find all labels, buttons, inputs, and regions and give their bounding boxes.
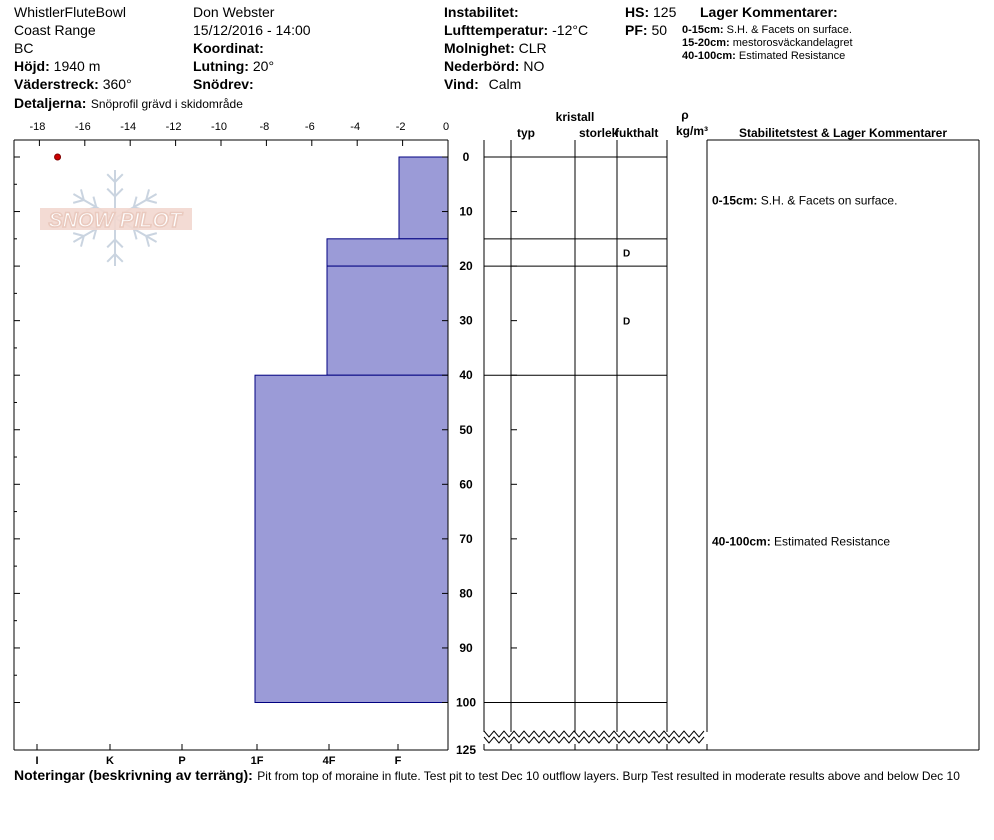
snowpilot-logo [40, 170, 192, 266]
depth-tick-label: 20 [459, 259, 473, 274]
observer: Don Webster [193, 4, 275, 20]
pf-value: 50 [651, 22, 668, 38]
snowflake-branch [146, 200, 157, 203]
datetime: 15/12/2016 - 14:00 [193, 22, 311, 38]
airtemp-value: -12°C [552, 22, 589, 38]
hardness-tick-label: 1F [250, 755, 264, 767]
details-value: Snöprofil grävd i skidområde [90, 97, 243, 111]
logo-text: SNOW PILOT [48, 209, 182, 232]
crystal-header: kristall [555, 110, 595, 124]
snowflake-branch [73, 233, 84, 236]
precip-label: Nederbörd: [444, 58, 520, 74]
snowflake-branch [115, 174, 123, 182]
airtemp-label: Lufttemperatur: [444, 22, 549, 38]
comment-range: 40-100cm: [712, 534, 771, 549]
depth-break-zigzag [484, 731, 704, 743]
mountain-range: Coast Range [14, 22, 96, 38]
snowflake-branch [115, 240, 123, 248]
temp-tick-label: -12 [165, 121, 182, 133]
hardness-tick-label: F [394, 755, 402, 767]
temp-tick-label: -8 [259, 121, 270, 133]
snowflake-branch [146, 233, 157, 236]
location-name: WhistlerFluteBowl [14, 4, 127, 20]
elevation-value: 1940 m [53, 58, 101, 74]
slope-label: Lutning: [193, 58, 249, 74]
depth-tick-label: 60 [459, 477, 473, 492]
type-header: typ [517, 126, 535, 140]
moisture-mark: D [623, 316, 631, 328]
snowflake-branch [115, 254, 123, 262]
sky-label: Molnighet: [444, 40, 515, 56]
snowflake-branch [73, 200, 84, 203]
depth-tick-label: 80 [459, 586, 473, 601]
snowflake-branch [107, 189, 115, 197]
aspect-label: Väderstreck: [14, 76, 99, 92]
layer-comment-range: 15-20cm: [682, 37, 730, 49]
layer-comment-text: S.H. & Facets on surface. [726, 24, 852, 36]
depth-tick-label: 10 [459, 204, 473, 219]
zigzag-line [484, 731, 704, 737]
depth-tick-label: 40 [459, 368, 473, 383]
temp-tick-label: -16 [74, 121, 91, 133]
temp-tick-label: -6 [304, 121, 315, 133]
layer-comment-text: Estimated Resistance [738, 50, 846, 62]
temp-tick-label: -10 [211, 121, 227, 133]
rho-header: ρ [681, 108, 689, 122]
moisture-header: fukthalt [615, 126, 659, 140]
aspect-value: 360° [102, 76, 132, 92]
snowflake-branch [107, 254, 115, 262]
sky-value: CLR [518, 40, 547, 56]
layer-comment-text: mestorosväckandelagret [732, 37, 853, 49]
comment-text: Estimated Resistance [770, 534, 891, 549]
depth-tick-label: 30 [459, 313, 473, 328]
temp-tick-label: -18 [29, 121, 46, 133]
temp-tick-label: -14 [120, 121, 137, 133]
density-unit-header: kg/m³ [675, 124, 709, 138]
moisture-mark: D [623, 248, 631, 260]
footer-notes [14, 766, 960, 785]
footer-text: Pit from top of moraine in flute. Test pit to test Dec 10 outflow layers. Burp Test resulted in moderate results above and below Dec 10 [257, 769, 960, 783]
depth-tick-label: 90 [459, 640, 473, 655]
comment-text: S.H. & Facets on surface. [757, 193, 898, 208]
layer-table [484, 140, 979, 750]
hardness-layer-bar [255, 375, 448, 702]
details-label: Detaljerna: [14, 95, 87, 111]
hardness-layer-bar [399, 157, 448, 239]
layer-comments-title: Lager Kommentarer: [700, 4, 838, 20]
depth-tick-label: 0 [462, 150, 470, 164]
zigzag-line [484, 737, 704, 743]
depth-tick-label: 50 [459, 422, 473, 437]
drift-label: Snödrev: [193, 76, 254, 92]
temp-tick-label: -2 [395, 121, 406, 133]
stability-comment [712, 194, 897, 208]
pf-label: PF: [625, 22, 648, 38]
temp-tick-label: -4 [350, 121, 361, 133]
wind-label: Vind: [444, 76, 479, 92]
depth-tick-label: 100 [455, 695, 477, 710]
wind-value: Calm [488, 76, 522, 92]
snowflake-branch [107, 174, 115, 182]
depth-tick-label: 70 [459, 531, 473, 546]
hardness-tick-label: P [178, 755, 186, 767]
snowflake-branch [107, 240, 115, 248]
elevation-label: Höjd: [14, 58, 50, 74]
hardness-tick-label: K [106, 755, 114, 767]
stability-comment [712, 535, 890, 549]
coord-label: Koordinat: [193, 40, 264, 56]
slope-value: 20° [252, 58, 275, 74]
size-header: storlek [579, 126, 619, 140]
temperature-point [55, 154, 61, 160]
region: BC [14, 40, 34, 56]
layer-comment-range: 40-100cm: [682, 50, 736, 62]
instability-label: Instabilitet: [444, 4, 519, 20]
hs-label: HS: [625, 4, 650, 20]
hs-value: 125 [653, 4, 677, 20]
hardness-tick-label: 4F [322, 755, 336, 767]
comment-range: 0-15cm: [712, 193, 758, 208]
hardness-layer-bar [327, 266, 448, 375]
layer-comment-range: 0-15cm: [682, 24, 724, 36]
snowflake-branch [115, 189, 123, 197]
hardness-layer-bar [327, 239, 448, 266]
temp-tick-label: 0 [442, 121, 450, 133]
depth-tick-label: 125 [455, 743, 477, 757]
precip-value: NO [523, 58, 545, 74]
stability-header: Stabilitetstest & Lager Kommentarer [738, 126, 948, 140]
footer-label: Noteringar (beskrivning av terräng): [14, 767, 253, 783]
hardness-tick-label: I [35, 755, 39, 767]
